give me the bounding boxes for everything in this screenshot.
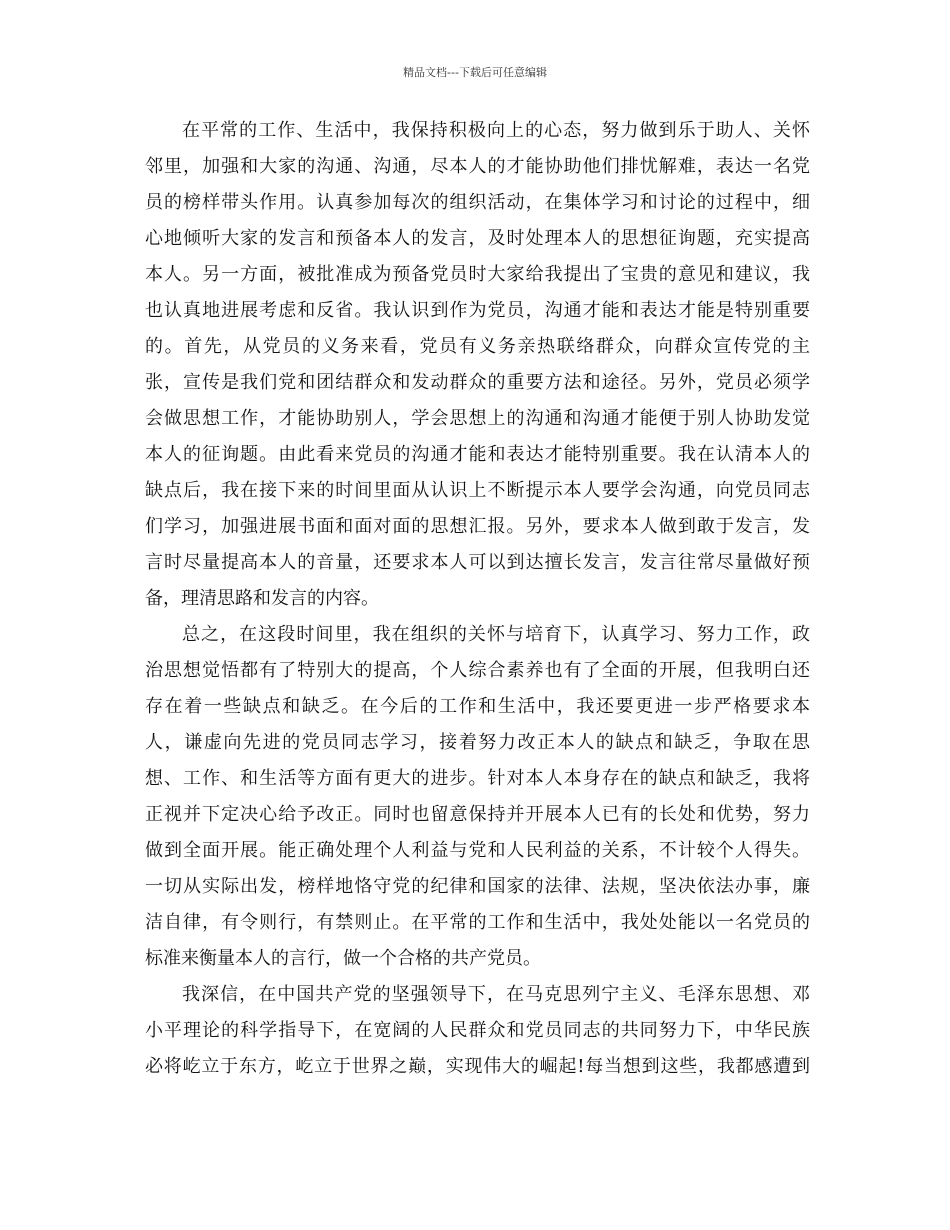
text-line: 我深信，在中国共产党的坚强领导下，在马克思列宁主义、毛泽东思想、邓: [182, 984, 810, 1005]
text-line: 做到全面开展。能正确处理个人利益与党和人民利益的关系，不计较个人得失。: [145, 840, 810, 861]
text-line: 标准来衡量本人的言行，做一个合格的共产党员。: [145, 948, 541, 969]
text-line: 必将屹立于东方，屹立于世界之巅，实现伟大的崛起!每当想到这些，我都感遭到: [145, 1056, 810, 1077]
text-line: 一切从实际出发，榜样地恪守党的纪律和国家的法律、法规，坚决依法办事，廉: [145, 876, 810, 897]
text-line: 本人。另一方面，被批准成为预备党员时大家给我提出了宝贵的意见和建议，我: [145, 264, 810, 285]
text-line: 存在着一些缺点和缺乏。在今后的工作和生活中，我还要更进一步严格要求本: [145, 696, 810, 717]
text-line: 人，谦虚向先进的党员同志学习，接着努力改正本人的缺点和缺乏，争取在思: [145, 732, 810, 753]
text-line: 治思想觉悟都有了特别大的提高，个人综合素养也有了全面的开展，但我明白还: [145, 660, 810, 681]
text-line: 洁自律，有令则行，有禁则止。在平常的工作和生活中，我处处能以一名党员的: [145, 912, 810, 933]
text-line: 们学习，加强进展书面和面对面的思想汇报。另外，要求本人做到敢于发言，发: [145, 516, 810, 537]
paragraph: [145, 617, 810, 977]
text-line: 正视并下定决心给予改正。同时也留意保持并开展本人已有的长处和优势，努力: [145, 804, 810, 825]
paragraph: [145, 113, 810, 617]
text-line: 员的榜样带头作用。认真参加每次的组织活动，在集体学习和讨论的过程中，细: [145, 192, 810, 213]
document-body: [145, 113, 810, 1085]
text-line: 张，宣传是我们党和团结群众和发动群众的重要方法和途径。另外，党员必须学: [145, 372, 810, 393]
text-line: 言时尽量提高本人的音量，还要求本人可以到达擅长发言，发言往常尽量做好预: [145, 552, 810, 573]
text-line: 在平常的工作、生活中，我保持积极向上的心态，努力做到乐于助人、关怀: [182, 120, 810, 141]
text-line: 想、工作、和生活等方面有更大的进步。针对本人本身存在的缺点和缺乏，我将: [145, 768, 810, 789]
text-line: 小平理论的科学指导下，在宽阔的人民群众和党员同志的共同努力下，中华民族: [145, 1020, 810, 1041]
text-line: 本人的征询题。由此看来党员的沟通才能和表达才能特别重要。我在认清本人的: [145, 444, 810, 465]
text-line: 总之，在这段时间里，我在组织的关怀与培育下，认真学习、努力工作，政: [182, 624, 810, 645]
text-line: 心地倾听大家的发言和预备本人的发言，及时处理本人的思想征询题，充实提高: [145, 228, 810, 249]
text-line: 缺点后，我在接下来的时间里面从认识上不断提示本人要学会沟通，向党员同志: [145, 480, 810, 501]
text-line: 备，理清思路和发言的内容。: [145, 588, 379, 609]
paragraph: [145, 977, 810, 1085]
page-header: 精品文档---下载后可任意编辑: [403, 66, 547, 79]
text-line: 会做思想工作，才能协助别人，学会思想上的沟通和沟通才能便于别人协助发觉: [145, 408, 810, 429]
text-line: 邻里，加强和大家的沟通、沟通，尽本人的才能协助他们排忧解难，表达一名党: [145, 156, 810, 177]
text-line: 也认真地进展考虑和反省。我认识到作为党员，沟通才能和表达才能是特别重要: [145, 300, 810, 321]
text-line: 的。首先，从党员的义务来看，党员有义务亲热联络群众，向群众宣传党的主: [145, 336, 810, 357]
